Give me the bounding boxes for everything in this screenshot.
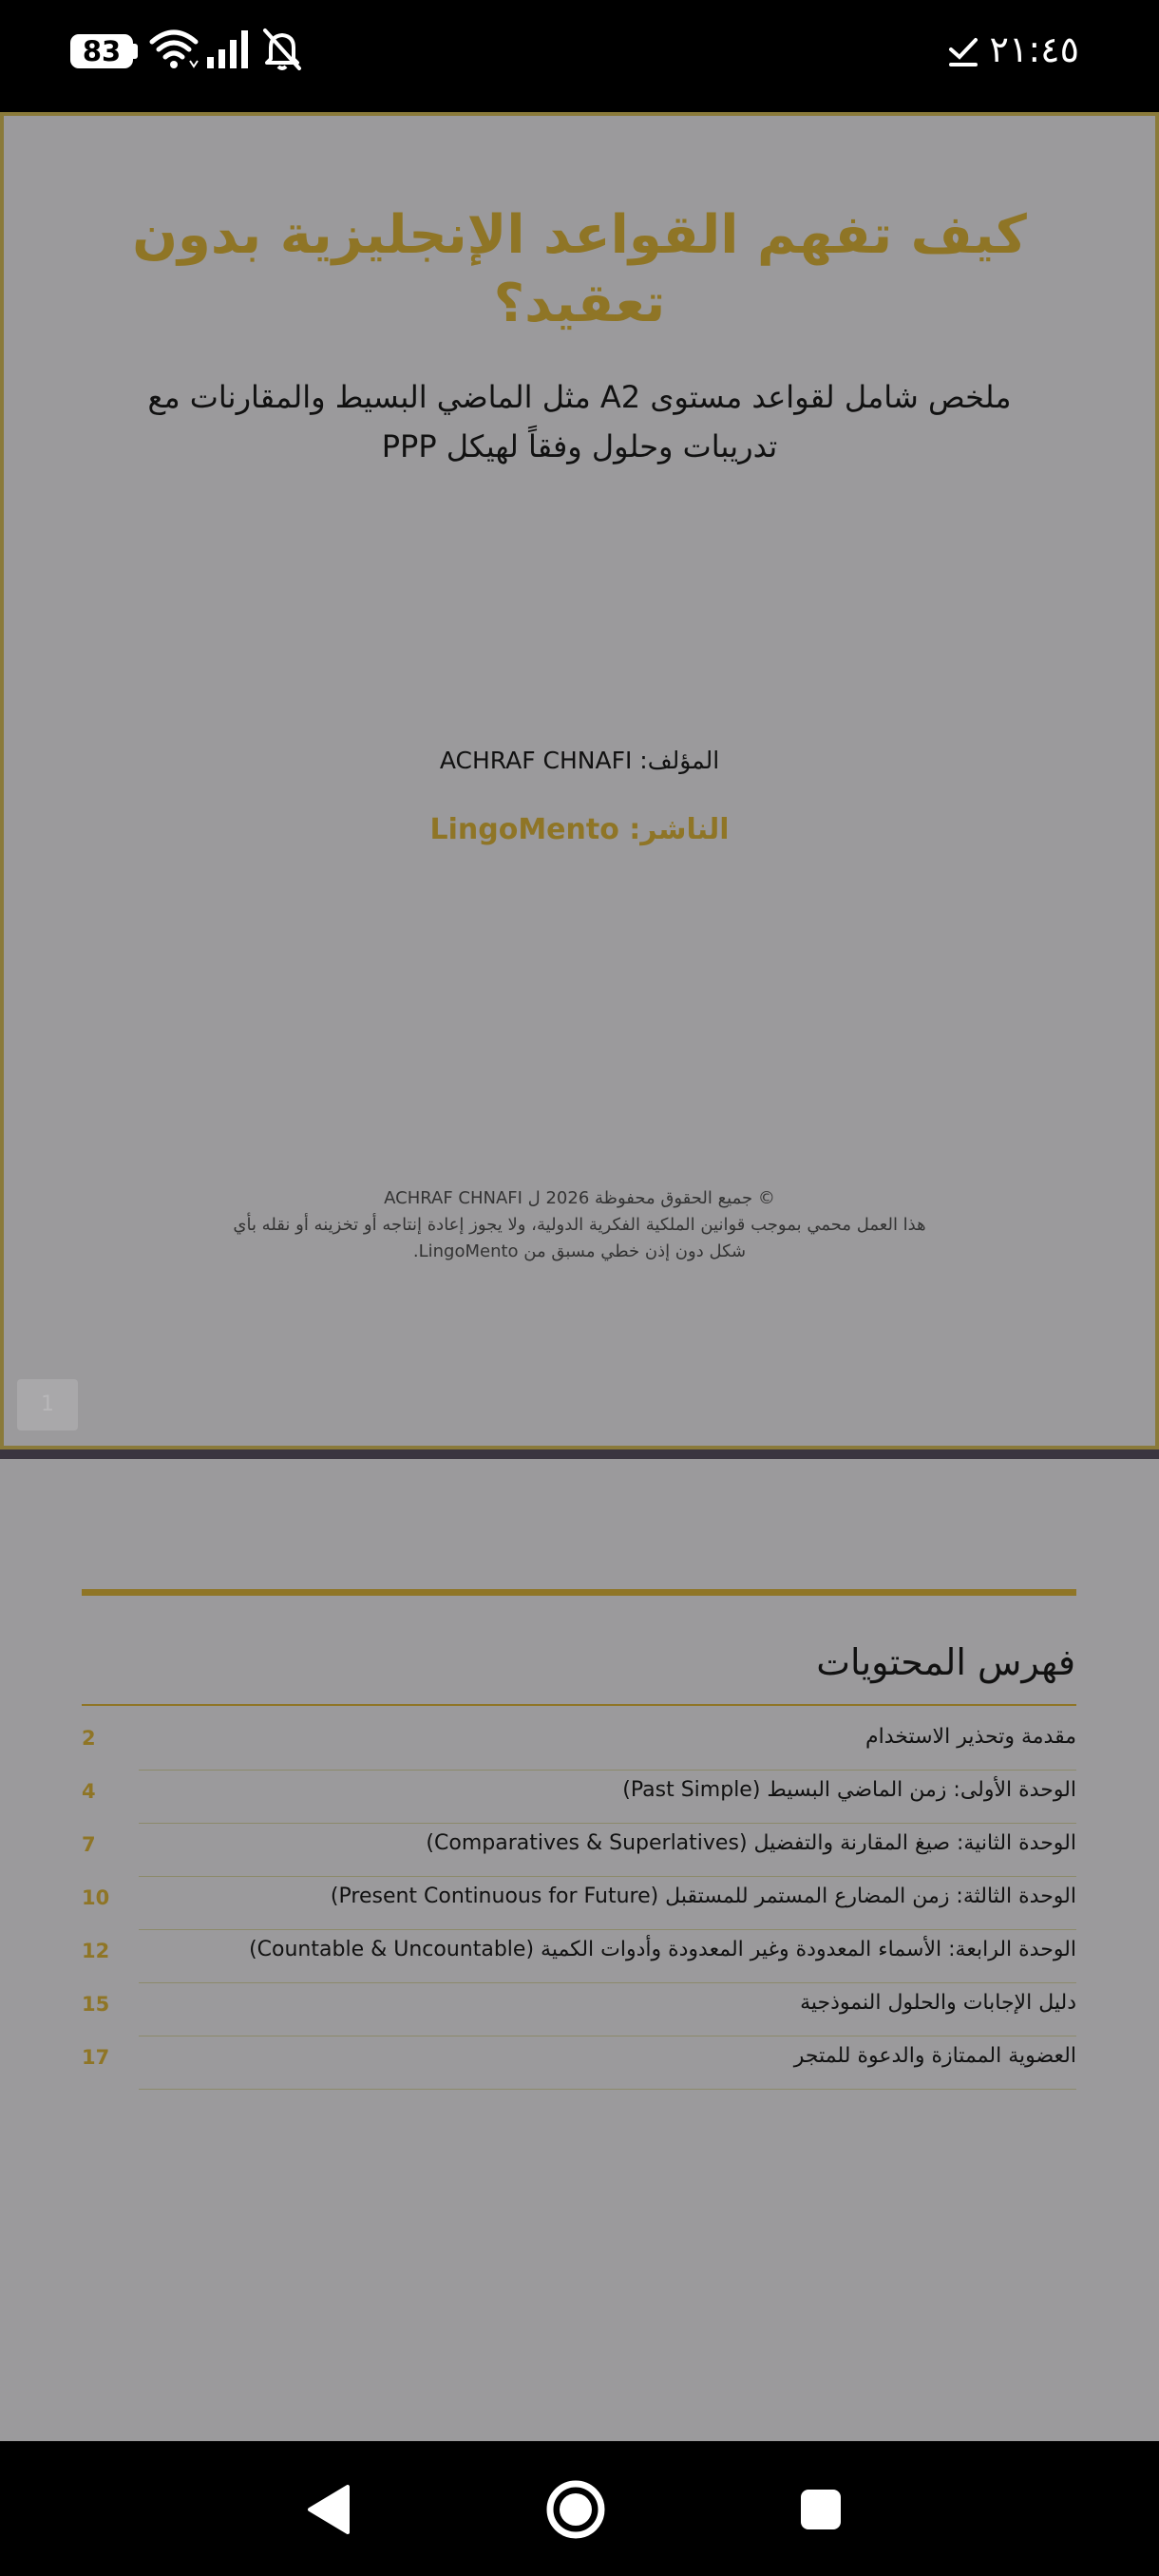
toc-item-label: الوحدة الأولى: زمن الماضي البسيط (Past Simple) [622, 1778, 1076, 1802]
publisher-line: الناشر: LingoMento [429, 813, 730, 846]
toc-item[interactable] [82, 1717, 1076, 1771]
toc-item-label: الوحدة الثانية: صيغ المقارنة والتفضيل (Comparatives & Superlatives) [426, 1831, 1076, 1855]
toc-item-label: الوحدة الثالثة: زمن المضارع المستمر للمستقبل (Present Continuous for Future) [330, 1885, 1076, 1908]
copyright-line: هذا العمل محمي بموجب قوانين الملكية الفكرية الدولية، ولا يجوز إعادة إنتاجه أو تخزينه أو نقله بأي [233, 1215, 926, 1235]
toc-item[interactable] [82, 1771, 1076, 1824]
toc-item-label: الوحدة الرابعة: الأسماء المعدودة وغير المعدودة وأدوات الكمية (Countable & Uncountable) [249, 1938, 1076, 1961]
document-title: كيف تفهم القواعد الإنجليزية بدون تعقيد؟ [132, 204, 1027, 334]
back-button[interactable] [293, 2473, 365, 2546]
toc-item[interactable] [82, 1930, 1076, 1983]
toc-title-rule [82, 1704, 1076, 1706]
toc-item-page: 10 [82, 1886, 110, 1909]
battery-tip [132, 44, 138, 59]
toc-item[interactable] [82, 2036, 1076, 2090]
toc-item-page: 4 [82, 1780, 96, 1803]
copyright-notice [190, 1185, 969, 1265]
toc-item[interactable] [82, 1983, 1076, 2036]
author-line: المؤلف: ACHRAF CHNAFI [439, 747, 720, 774]
document-subtitle: ملخص شامل لقواعد مستوى A2 مثل الماضي البسيط والمقارنات مع تدريبات وحلول وفقاً لهيكل PPP [147, 379, 1012, 464]
navigation-bar [0, 2441, 1159, 2576]
toc-item-label: دليل الإجابات والحلول النموذجية [800, 1991, 1076, 2015]
wifi-icon [148, 27, 200, 72]
battery-indicator: 83 [70, 34, 133, 68]
toc-title: فهرس المحتويات [816, 1641, 1075, 1683]
copyright-line: © جميع الحقوق محفوظة 2026 ل ACHRAF CHNAFI [384, 1188, 775, 1208]
page-number-indicator: 1 [17, 1379, 78, 1430]
check-icon [948, 36, 978, 68]
copyright-line: شكل دون إذن خطي مسبق من LingoMento. [412, 1241, 747, 1261]
toc-item-page: 15 [82, 1993, 110, 2016]
toc-item-page: 12 [82, 1940, 110, 1962]
toc-item-page: 2 [82, 1727, 96, 1750]
notifications-off-icon [260, 27, 304, 72]
toc-item-page: 17 [82, 2046, 110, 2069]
toc-item[interactable] [82, 1877, 1076, 1930]
toc-item-label: مقدمة وتحذير الاستخدام [865, 1725, 1076, 1749]
page-divider [0, 1449, 1159, 1459]
toc-item-page: 7 [82, 1833, 96, 1856]
toc-item[interactable] [82, 1824, 1076, 1877]
toc-item-rule [139, 2089, 1076, 2090]
recents-button[interactable] [785, 2473, 857, 2546]
home-button[interactable] [540, 2473, 612, 2546]
signal-icon [205, 27, 253, 72]
header-rule [82, 1589, 1076, 1596]
clock: ٢١:٤٥ [989, 28, 1079, 70]
status-bar [0, 0, 1159, 112]
toc-item-label: العضوية الممتازة والدعوة للمتجر [793, 2044, 1076, 2068]
